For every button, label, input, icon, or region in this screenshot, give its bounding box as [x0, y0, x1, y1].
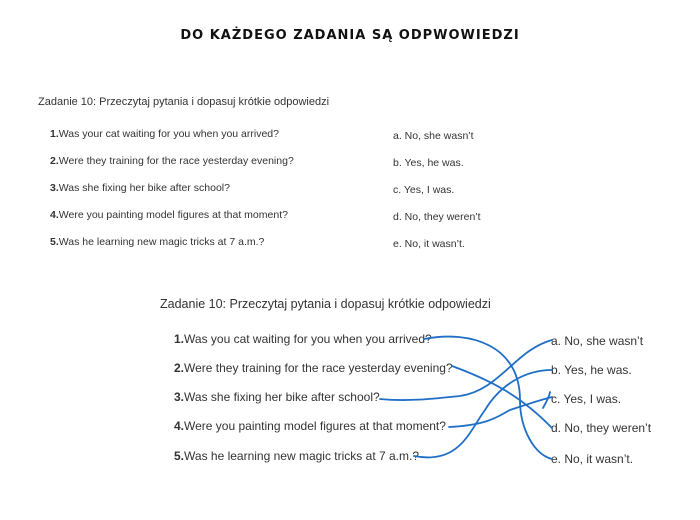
question-5 — [50, 236, 264, 248]
question-text: Was he learning new magic tricks at 7 a.m.? — [58, 236, 265, 248]
question-4 — [50, 209, 288, 221]
answer-a: a. No, she wasn’t — [393, 130, 474, 142]
question-2 — [50, 155, 294, 167]
question-number: 1. — [174, 332, 185, 346]
question-number: 2. — [50, 155, 59, 167]
answer-d: d. No, they weren’t — [551, 421, 652, 435]
match-line-4-c — [449, 397, 552, 427]
question-text: Were you painting model figures at that moment? — [58, 209, 288, 221]
question-number: 3. — [50, 182, 59, 194]
question-number: 4. — [174, 419, 185, 433]
answer-b: b. Yes, he was. — [551, 363, 632, 377]
question-text: Were you painting model figures at that moment? — [184, 419, 446, 433]
question-1 — [174, 332, 432, 346]
question-text: Was you cat waiting for you when you arrived? — [184, 332, 432, 346]
question-3 — [50, 182, 230, 194]
exercise-bottom-title: Zadanie 10: Przeczytaj pytania i dopasuj krótkie odpowiedzi — [160, 297, 491, 311]
question-number: 1. — [50, 128, 59, 140]
answer-b: b. Yes, he was. — [393, 157, 464, 169]
question-1 — [50, 128, 279, 140]
question-text: Was she fixing her bike after school? — [184, 390, 380, 404]
question-number: 2. — [174, 361, 185, 375]
question-5 — [174, 449, 419, 463]
question-text: Were they training for the race yesterday evening? — [58, 155, 294, 167]
question-number: 3. — [174, 390, 185, 404]
match-line-tick — [543, 392, 550, 408]
page-heading: DO KAŻDEGO ZADANIA SĄ ODPWOWIEDZI — [180, 28, 520, 43]
answer-e: e. No, it wasn’t. — [393, 238, 465, 250]
question-3 — [174, 390, 380, 404]
answer-e: e. No, it wasn’t. — [551, 452, 634, 466]
match-line-1-e — [424, 337, 552, 459]
match-line-5-b — [414, 370, 552, 457]
answer-c: c. Yes, I was. — [551, 392, 622, 406]
answer-d: d. No, they weren’t — [393, 211, 481, 223]
question-text: Was she fixing her bike after school? — [58, 182, 230, 194]
question-4 — [174, 419, 446, 433]
match-line-2-d — [452, 366, 552, 428]
exercise-top-title: Zadanie 10: Przeczytaj pytania i dopasuj krótkie odpowiedzi — [38, 96, 330, 108]
question-2 — [174, 361, 453, 375]
answer-c: c. Yes, I was. — [393, 184, 455, 196]
answer-a: a. No, she wasn’t — [551, 334, 644, 348]
question-number: 5. — [174, 449, 185, 463]
question-number: 4. — [50, 209, 59, 221]
question-text: Were they training for the race yesterday evening? — [184, 361, 453, 375]
question-number: 5. — [50, 236, 59, 248]
question-text: Was your cat waiting for you when you arrived? — [58, 128, 279, 140]
question-text: Was he learning new magic tricks at 7 a.m.? — [184, 449, 419, 463]
